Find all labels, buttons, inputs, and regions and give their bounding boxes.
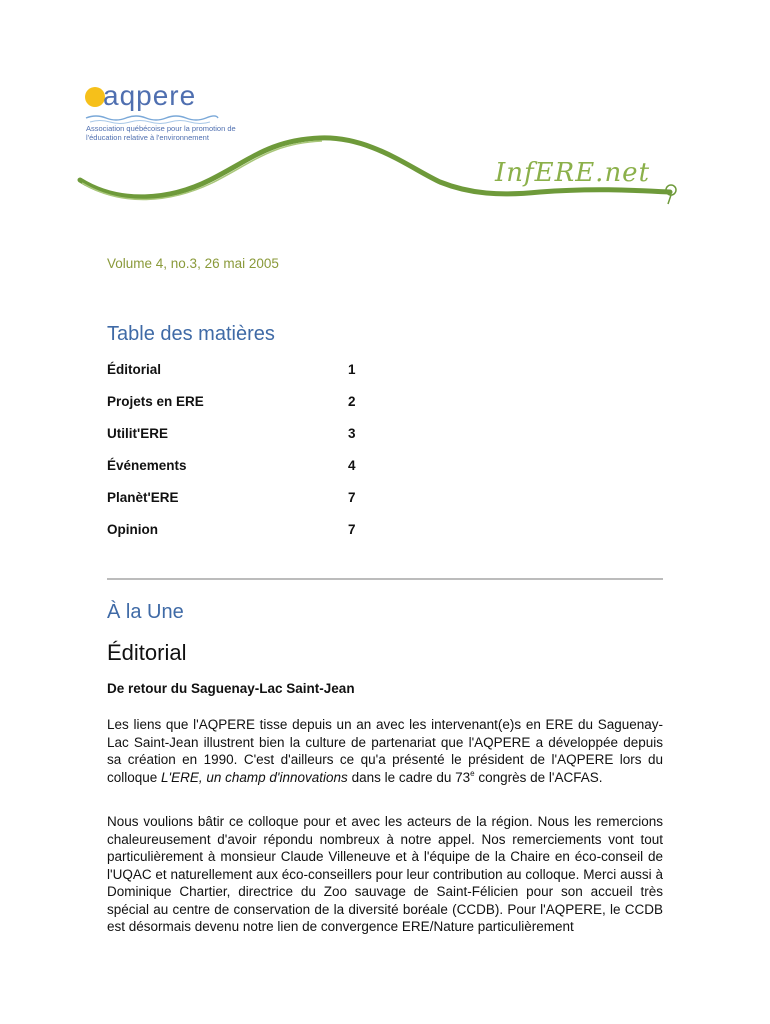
p1-superscript: e [470,768,475,778]
toc-label: Projets en ERE [107,394,204,409]
toc-row[interactable] [107,394,367,426]
section-divider [107,578,663,580]
toc-label: Événements [107,458,187,473]
toc-label: Éditorial [107,362,162,377]
toc-page: 1 [348,362,356,377]
toc-page: 7 [348,522,356,537]
p1-text-middle: dans le cadre du 73 [347,769,471,785]
article-subheading: De retour du Saguenay-Lac Saint-Jean [107,681,355,696]
toc-label: Utilit'ERE [107,426,168,441]
p1-colloque-title: L'ERE, un champ d'innovations [161,769,348,785]
toc-row[interactable] [107,490,367,522]
brand-name: InfERE.net [495,158,651,188]
toc-page: 2 [348,394,356,409]
paragraph-1 [107,716,663,786]
p1-text-end: congrès de l'ACFAS. [474,769,603,785]
toc-page: 4 [348,458,356,473]
brand-tail-icon [668,195,671,204]
toc-label: Planèt'ERE [107,490,179,505]
p1-text-start: Les liens que l'AQPERE tisse depuis un an avec les intervenant(e)s en ERE du Saguenay-Lac Saint-Jean illustrent bien la culture de partenariat que l'AQPERE a développée depuis sa création en 1990. C'est d'ailleurs ce qu'a présenté le président de l'AQPERE lors du colloque [107,717,663,785]
toc-row[interactable] [107,362,367,394]
logo-underline-waves [86,116,218,120]
green-wave-shadow [82,141,322,200]
toc-page: 7 [348,490,356,505]
toc-label: Opinion [107,522,158,537]
section-heading: À la Une [107,601,184,623]
paragraph-2: Nous voulions bâtir ce colloque pour et avec les acteurs de la région. Nous les remercions chaleureusement d'avoir répondu nombreux à notre appel. Nos remerciements vont tout particulièrement à monsieur Claude Villeneuve et à l'équipe de la Chaire en éco-conseil de l'UQAC et naturellement aux éco-conseillers pour leur contribution au colloque. Merci aussi à Dominique Chartier, directrice du Zoo sauvage de Saint-Félicien pour son accueil très spécial au centre de conservation de la diversité boréale (CCDB). Pour l'AQPERE, le CCDB est désormais devenu notre lien de convergence ERE/Nature particulièrement [107,814,663,934]
logo-name: aqpere [103,80,197,111]
article-title: Éditorial [107,640,187,665]
logo-tagline: Association québécoise pour la promotion de l'éducation relative à l'environnement [86,124,236,142]
sun-icon [85,87,105,107]
toc-page: 3 [348,426,356,441]
toc-list [107,362,367,554]
toc-row[interactable] [107,426,367,458]
toc-row[interactable] [107,522,367,554]
toc-row[interactable] [107,458,367,490]
toc-heading: Table des matières [107,323,275,345]
volume-line: Volume 4, no.3, 26 mai 2005 [107,256,279,271]
header-graphic [0,0,770,230]
